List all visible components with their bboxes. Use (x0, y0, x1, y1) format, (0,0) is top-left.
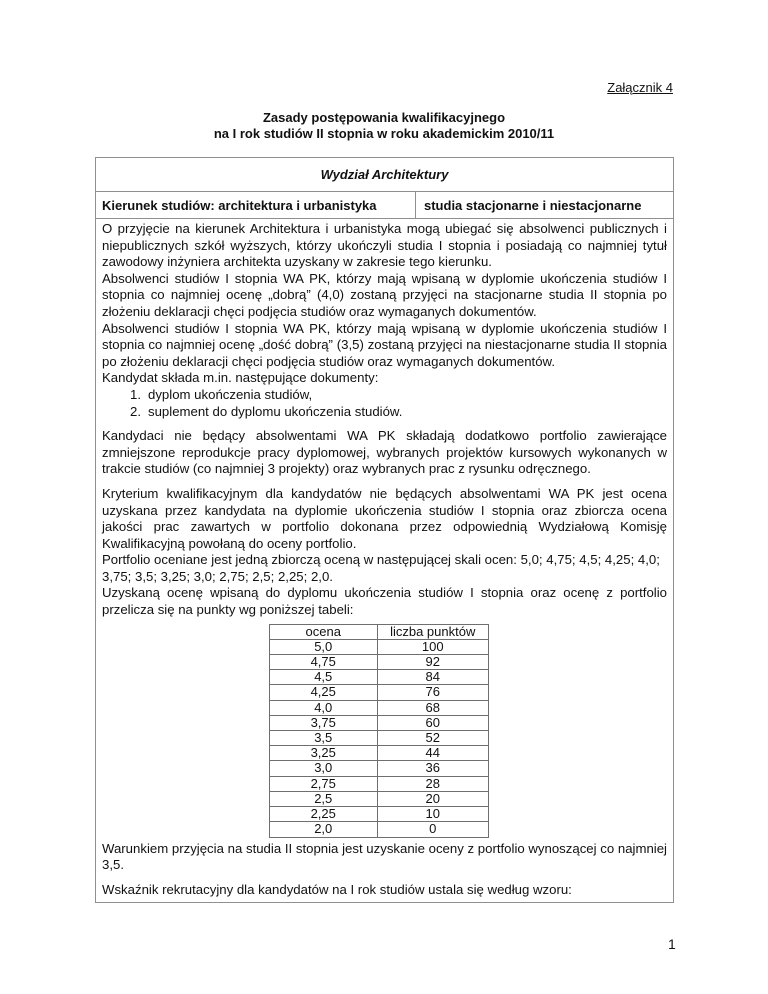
column-header-points: liczba punktów (377, 624, 488, 639)
faculty-header: Wydział Architektury (96, 158, 673, 192)
table-row (269, 715, 488, 730)
study-mode: studia stacjonarne i niestacjonarne (424, 197, 642, 213)
column-header-grade: ocena (269, 624, 377, 639)
points-cell: 68 (377, 700, 488, 715)
grade-cell: 3,75 (269, 715, 377, 730)
program-row (96, 192, 673, 219)
table-row (269, 731, 488, 746)
table-row (269, 670, 488, 685)
grade-cell: 2,0 (269, 822, 377, 837)
points-cell: 20 (377, 791, 488, 806)
grade-cell: 2,25 (269, 807, 377, 822)
grade-points-table (269, 624, 489, 838)
grade-cell: 3,25 (269, 746, 377, 761)
paragraph-criterion: Kryterium kwalifikacyjnym dla kandydatów nie będących absolwentami WA PK jest ocena uzyskana przez kandydata na dyplomie ukończenia studiów I stopnia oraz zbiorcza ocena jakości prac zawartych w portfolio dokonana przez odpowiednią Wydziałową Komisję Kwalifikacyjną powołaną do oceny portfolio. (102, 485, 667, 551)
paragraph-portfolio: Kandydaci nie będący absolwentami WA PK składają dodatkowo portfolio zawierające zmniejszone reprodukcje pracy dyplomowej, wybranych projektów kursowych wykonanych w trakcie studiów (co najmniej 3 projekty) oraz wybranych prac z rysunku odręcznego. (102, 428, 667, 477)
grade-cell: 5,0 (269, 639, 377, 654)
table-row (269, 776, 488, 791)
grade-cell: 4,0 (269, 700, 377, 715)
table-row (269, 685, 488, 700)
table-row (269, 655, 488, 670)
annex-label: Załącznik 4 (607, 80, 673, 95)
points-cell: 10 (377, 807, 488, 822)
page-number: 1 (668, 936, 676, 952)
points-cell: 0 (377, 822, 488, 837)
list-item-number: 2. (130, 403, 141, 419)
paragraph-fulltime-admission: Absolwenci studiów I stopnia WA PK, którzy mają wpisaną w dyplomie ukończenia studiów I stopnia co najmniej ocenę „dobrą” (4,0) zostaną przyjęci na stacjonarne studia II stopnia po złożeniu deklaracji chęci podjęcia studiów oraz wymaganych dokumentów. (102, 270, 667, 319)
points-cell: 84 (377, 670, 488, 685)
table-row (269, 761, 488, 776)
points-cell: 52 (377, 731, 488, 746)
paragraph-eligibility: O przyjęcie na kierunek Architektura i urbanistyka mogą ubiegać się absolwenci publicznych i niepublicznych szkół wyższych, którzy ukończyli studia I stopnia i posiadają co najmniej tytuł zawodowy inżyniera architekta uzyskany w zakresie tego kierunku. (102, 221, 667, 270)
grade-cell: 2,5 (269, 791, 377, 806)
title-line-1: Zasady postępowania kwalifikacyjnego (262, 110, 506, 125)
title-line-2: na I rok studiów II stopnia w roku akademickim 2010/11 (213, 126, 555, 141)
grade-cell: 4,25 (269, 685, 377, 700)
points-cell: 28 (377, 776, 488, 791)
table-row (269, 746, 488, 761)
paragraph-conversion: Uzyskaną ocenę wpisaną do dyplomu ukończenia studiów I stopnia oraz ocenę z portfolio przelicza się na punkty wg poniższej tabeli: (102, 585, 667, 618)
documents-intro: Kandydat składa m.in. następujące dokumenty: (102, 370, 379, 386)
points-cell: 36 (377, 761, 488, 776)
grade-cell: 2,75 (269, 776, 377, 791)
paragraph-grade-scale: Portfolio oceniane jest jedną zbiorczą oceną w następującej skali ocen: 5,0; 4,75; 4,5; 4,25; 4,0; 3,75; 3,5; 3,25; 3,0; 2,75; 2,5; 2,25; 2,0. (102, 552, 660, 584)
paragraph-parttime-admission: Absolwenci studiów I stopnia WA PK, którzy mają wpisaną w dyplomie ukończenia studiów I stopnia co najmniej ocenę „dość dobrą” (3,5) zostaną przyjęci na niestacjonarne studia II stopnia po złożeniu deklaracji chęci podjęcia studiów oraz wymaganych dokumentów. (102, 320, 667, 369)
table-row (269, 822, 488, 837)
document-title (0, 110, 768, 142)
paragraph-portfolio-condition: Warunkiem przyjęcia na studia II stopnia jest uzyskanie oceny z portfolio wynoszącej co najmniej 3,5. (102, 840, 667, 873)
table-row (269, 639, 488, 654)
table-row (269, 791, 488, 806)
points-cell: 100 (377, 639, 488, 654)
grade-cell: 4,5 (269, 670, 377, 685)
points-cell: 60 (377, 715, 488, 730)
list-item-text: dyplom ukończenia studiów, (148, 386, 313, 402)
table-header-row (269, 624, 488, 639)
list-item (130, 404, 667, 421)
list-item (130, 387, 667, 404)
points-cell: 44 (377, 746, 488, 761)
list-item-number: 1. (130, 386, 141, 402)
grade-cell: 4,75 (269, 655, 377, 670)
table-row (269, 807, 488, 822)
table-row (269, 700, 488, 715)
list-item-text: suplement do dyplomu ukończenia studiów. (148, 403, 403, 419)
points-cell: 76 (377, 685, 488, 700)
paragraph-recruitment-index: Wskaźnik rekrutacyjny dla kandydatów na I rok studiów ustala się według wzoru: (102, 881, 572, 897)
grade-cell: 3,0 (269, 761, 377, 776)
rules-content (96, 219, 673, 898)
rules-frame (95, 157, 674, 903)
program-label: Kierunek studiów: architektura i urbanistyka (96, 192, 416, 218)
grade-cell: 3,5 (269, 731, 377, 746)
documents-list (102, 387, 667, 420)
points-cell: 92 (377, 655, 488, 670)
